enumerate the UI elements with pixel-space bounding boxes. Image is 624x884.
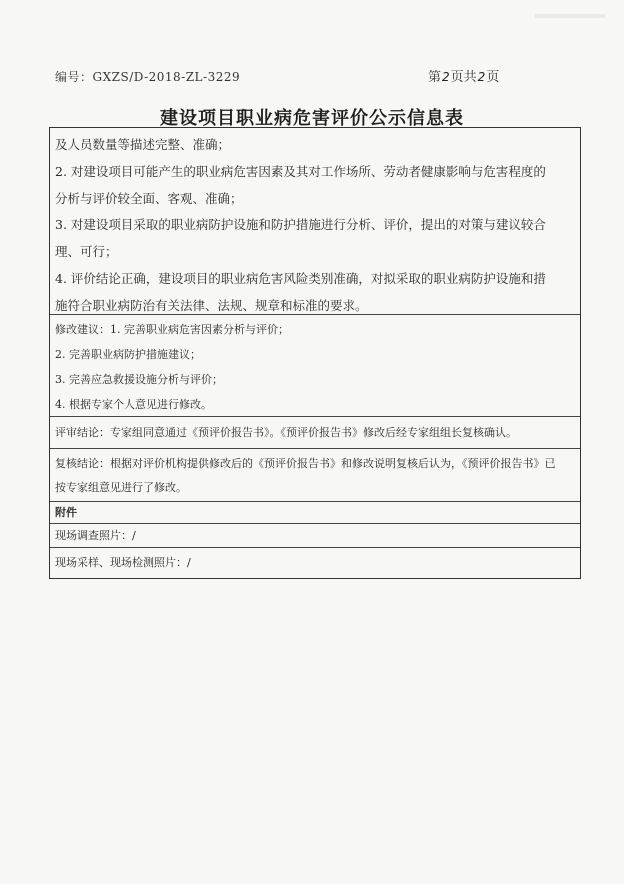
site-sampling-photos: 现场采样、现场检测照片：/ — [55, 556, 191, 569]
suggestions-section — [50, 315, 580, 417]
review-content-section — [50, 128, 580, 315]
site-sampling-row — [50, 548, 580, 578]
suggestion-line: 4. 根据专家个人意见进行修改。 — [55, 398, 212, 411]
recheck-conclusion-section — [50, 449, 580, 502]
site-survey-photos: 现场调查照片：/ — [55, 529, 136, 542]
review-content-line: 分析与评价较全面、客观、准确； — [55, 190, 243, 206]
page-prefix: 第 — [428, 70, 442, 85]
page-suffix: 页 — [486, 70, 500, 85]
site-survey-row — [50, 524, 580, 548]
scan-artifact — [535, 14, 605, 18]
attachment-header — [50, 502, 580, 524]
suggestion-line: 修改建议：1. 完善职业病危害因素分析与评价； — [55, 323, 289, 336]
document-number: 编号：GXZS/D-2018-ZL-3229 — [55, 70, 241, 84]
page-middle: 页共 — [450, 70, 477, 85]
review-content-line: 及人员数量等描述完整、准确； — [55, 137, 231, 152]
review-conclusion-section — [50, 417, 580, 449]
suggestion-line: 2. 完善职业病防护措施建议； — [55, 348, 201, 361]
review-content-line: 4. 评价结论正确，建设项目的职业病危害风险类别准确，对拟采取的职业病防护设施和措 — [55, 270, 546, 286]
review-content-line: 施符合职业病防治有关法律、法规、规章和标准的要求。 — [55, 297, 368, 313]
page-total: 2 — [477, 70, 486, 84]
info-table — [49, 127, 581, 579]
recheck-conclusion-line: 按专家组意见进行了修改。 — [55, 481, 187, 494]
recheck-conclusion-line: 复核结论：根据对评价机构提供修改后的《预评价报告书》和修改说明复核后认为，《预评价报告书》已 — [55, 457, 556, 470]
page-current: 2 — [442, 70, 450, 84]
page-indicator — [428, 66, 499, 85]
suggestion-line: 3. 完善应急救援设施分析与评价； — [55, 373, 223, 386]
attachment-label: 附件 — [55, 506, 77, 519]
page-title: 建设项目职业病危害评价公示信息表 — [160, 108, 464, 129]
review-content-line: 3. 对建设项目采取的职业病防护设施和防护措施进行分析、评价，提出的对策与建议较合 — [55, 217, 546, 233]
review-content-line: 2. 对建设项目可能产生的职业病危害因素及其对工作场所、劳动者健康影响与危害程度的 — [55, 163, 546, 179]
review-conclusion-text: 评审结论：专家组同意通过《预评价报告书》。《预评价报告书》修改后经专家组组长复核确认。 — [55, 426, 517, 439]
review-content-line: 理、可行； — [55, 244, 118, 260]
